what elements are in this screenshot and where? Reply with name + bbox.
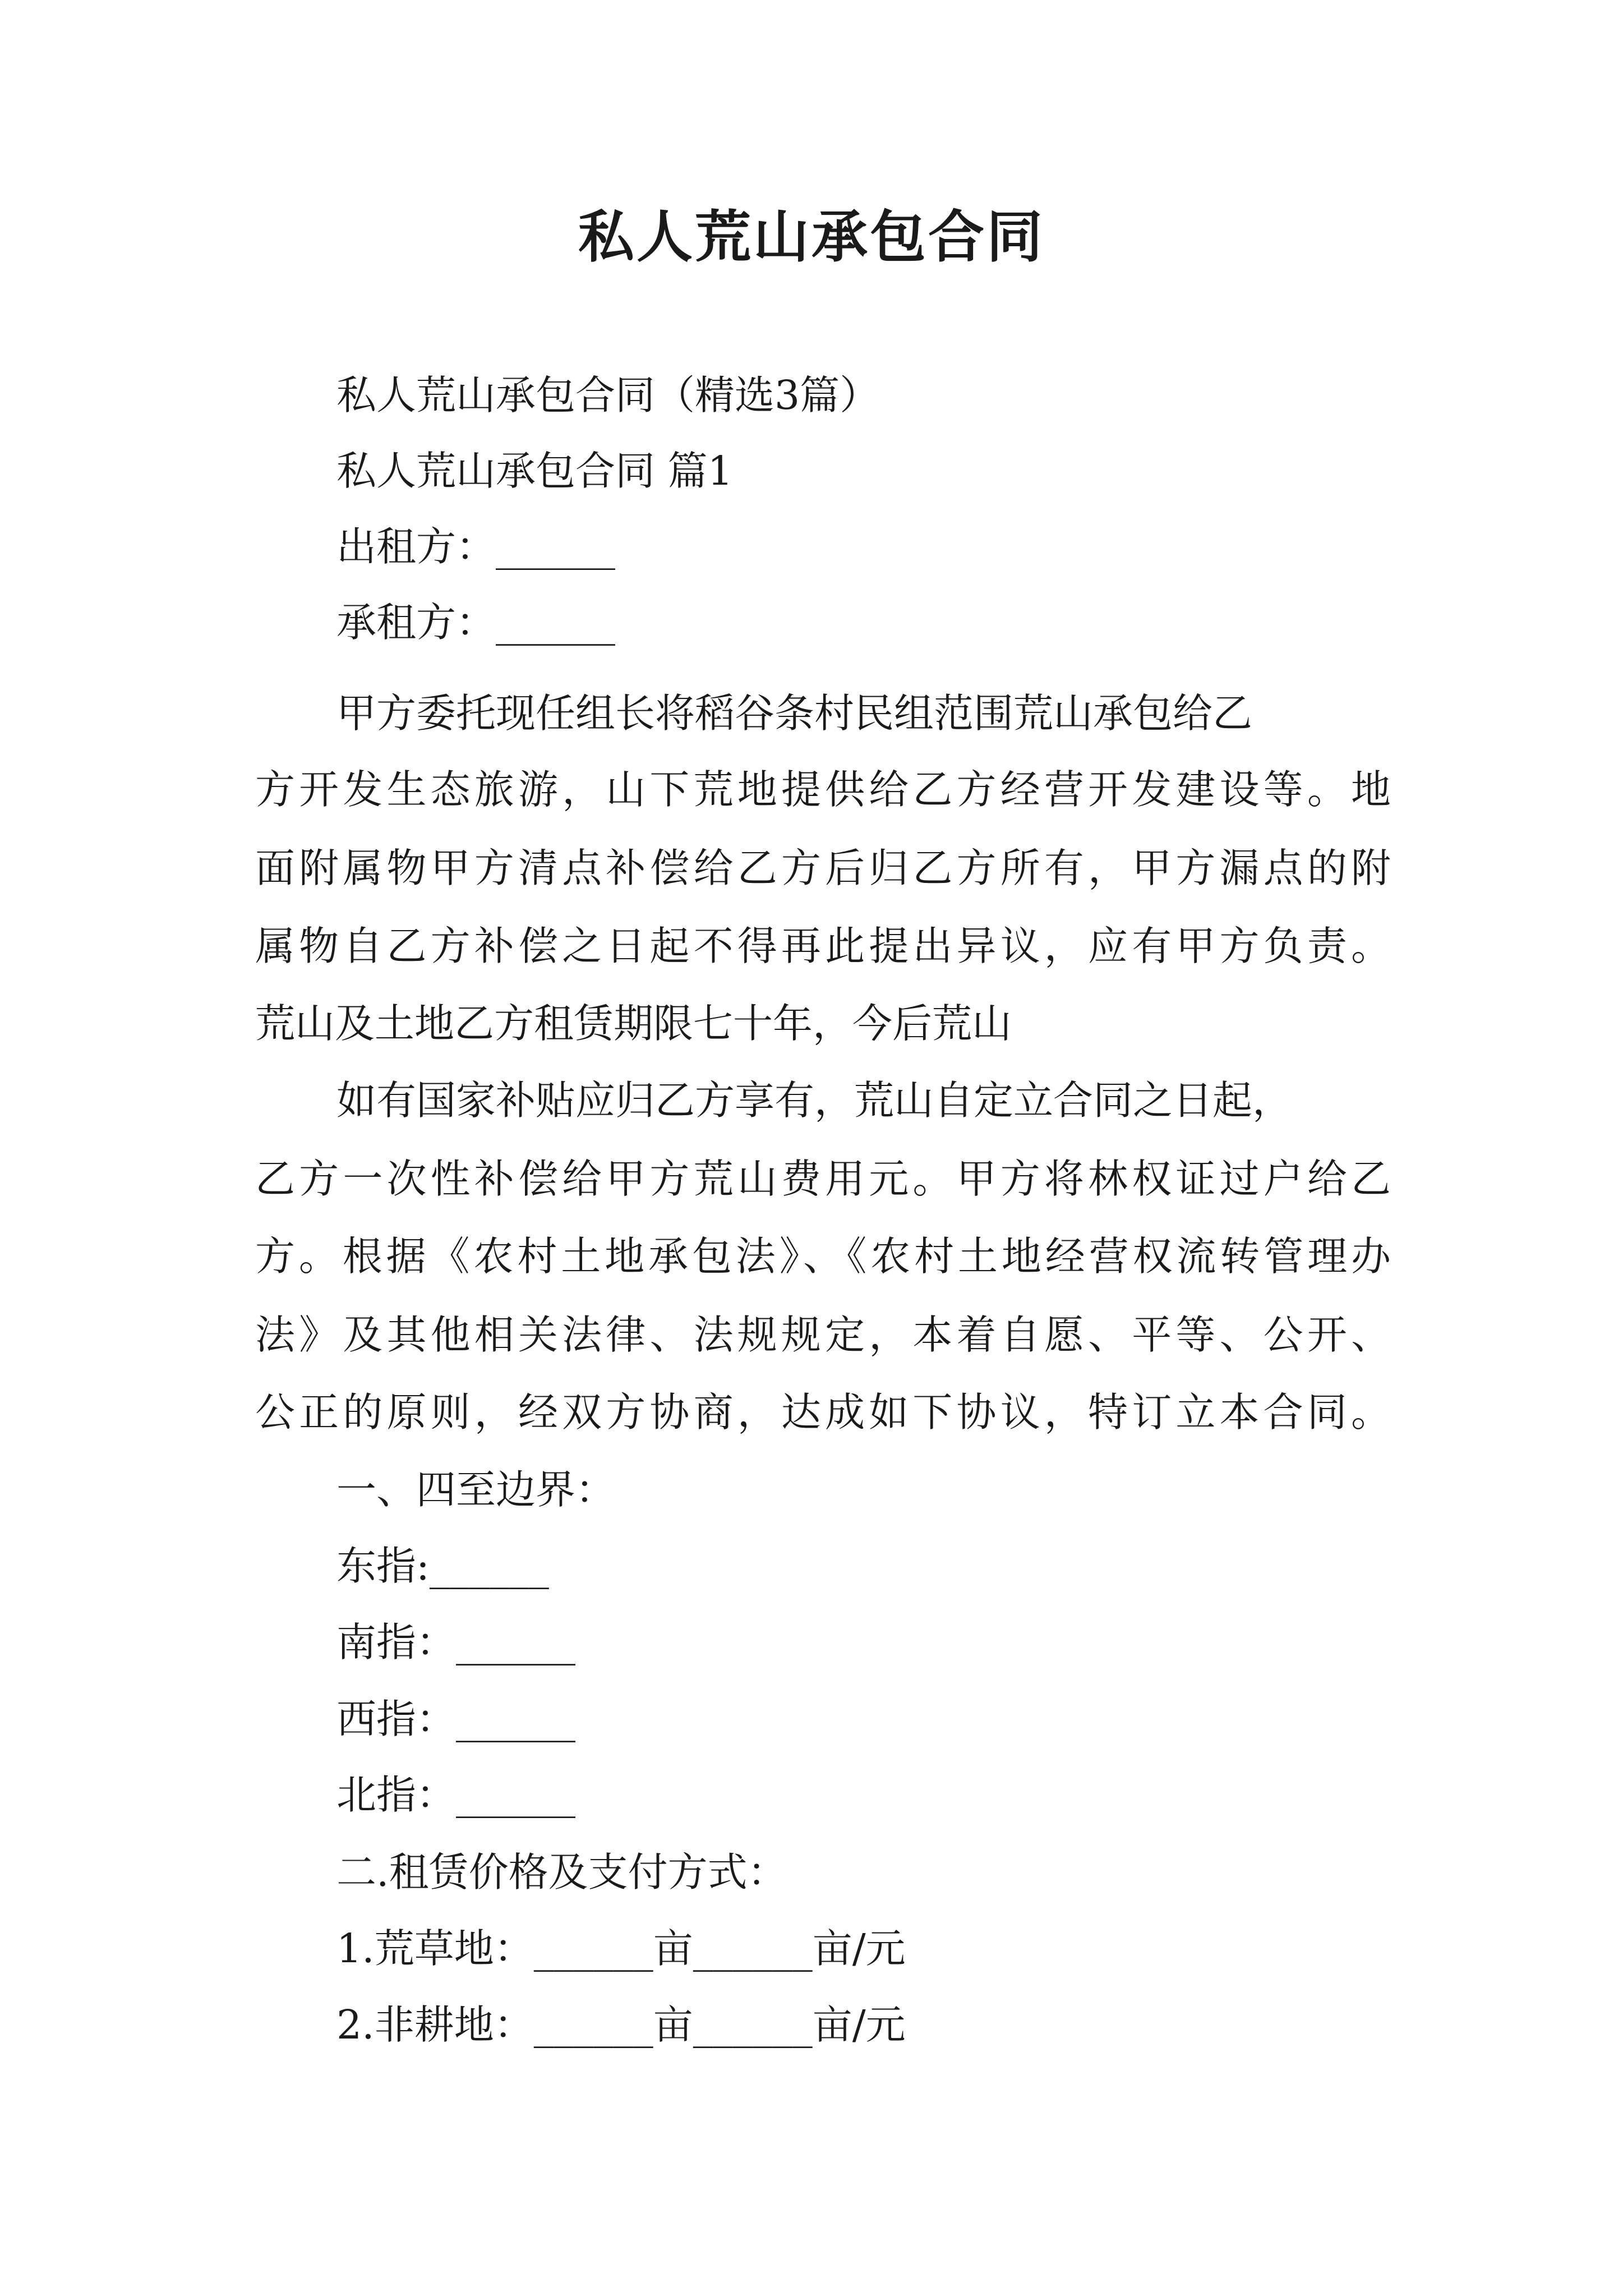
paragraph-line: 荒山及土地乙方租赁期限七十年，今后荒山	[255, 1000, 1012, 1047]
paragraph-line: 法》及其他相关法律、法规规定，本着自愿、平等、公开、	[255, 1312, 1391, 1358]
clause-heading: 一、四至边界：	[336, 1466, 616, 1513]
price-item: 2.非耕地：______亩______亩/元	[336, 2001, 906, 2048]
paragraph-line: 面附属物甲方清点补偿给乙方后归乙方所有，甲方漏点的附	[255, 845, 1391, 891]
boundary-west: 西指：______	[336, 1696, 576, 1742]
boundary-north: 北指：______	[336, 1772, 576, 1818]
section-heading: 私人荒山承包合同 篇1	[336, 448, 733, 494]
price-item: 1.荒草地：______亩______亩/元	[336, 1925, 906, 1972]
boundary-south: 南指：______	[336, 1619, 576, 1665]
paragraph-line: 甲方委托现任组长将稻谷条村民组范围荒山承包给乙	[336, 690, 1253, 737]
paragraph-line: 如有国家补贴应归乙方享有，荒山自定立合同之日起，	[336, 1077, 1293, 1124]
paragraph-line: 乙方一次性补偿给甲方荒山费用元。甲方将林权证过户给乙	[255, 1156, 1391, 1202]
subtitle-line: 私人荒山承包合同（精选3篇）	[336, 372, 880, 418]
paragraph-line: 公正的原则，经双方协商，达成如下协议，特订立本合同。	[255, 1389, 1391, 1435]
boundary-east: 东指:______	[336, 1543, 549, 1589]
lessor-field: 出租方：______	[336, 523, 616, 570]
paragraph-line: 方。根据《农村土地承包法》、《农村土地经营权流转管理办	[255, 1233, 1391, 1280]
lessee-field: 承租方：______	[336, 599, 616, 646]
paragraph-line: 属物自乙方补偿之日起不得再此提出异议，应有甲方负责。	[255, 923, 1391, 969]
paragraph-line: 方开发生态旅游，山下荒地提供给乙方经营开发建设等。地	[255, 766, 1391, 813]
clause-heading: 二.租赁价格及支付方式：	[336, 1849, 787, 1895]
document-title: 私人荒山承包合同	[578, 204, 1045, 270]
